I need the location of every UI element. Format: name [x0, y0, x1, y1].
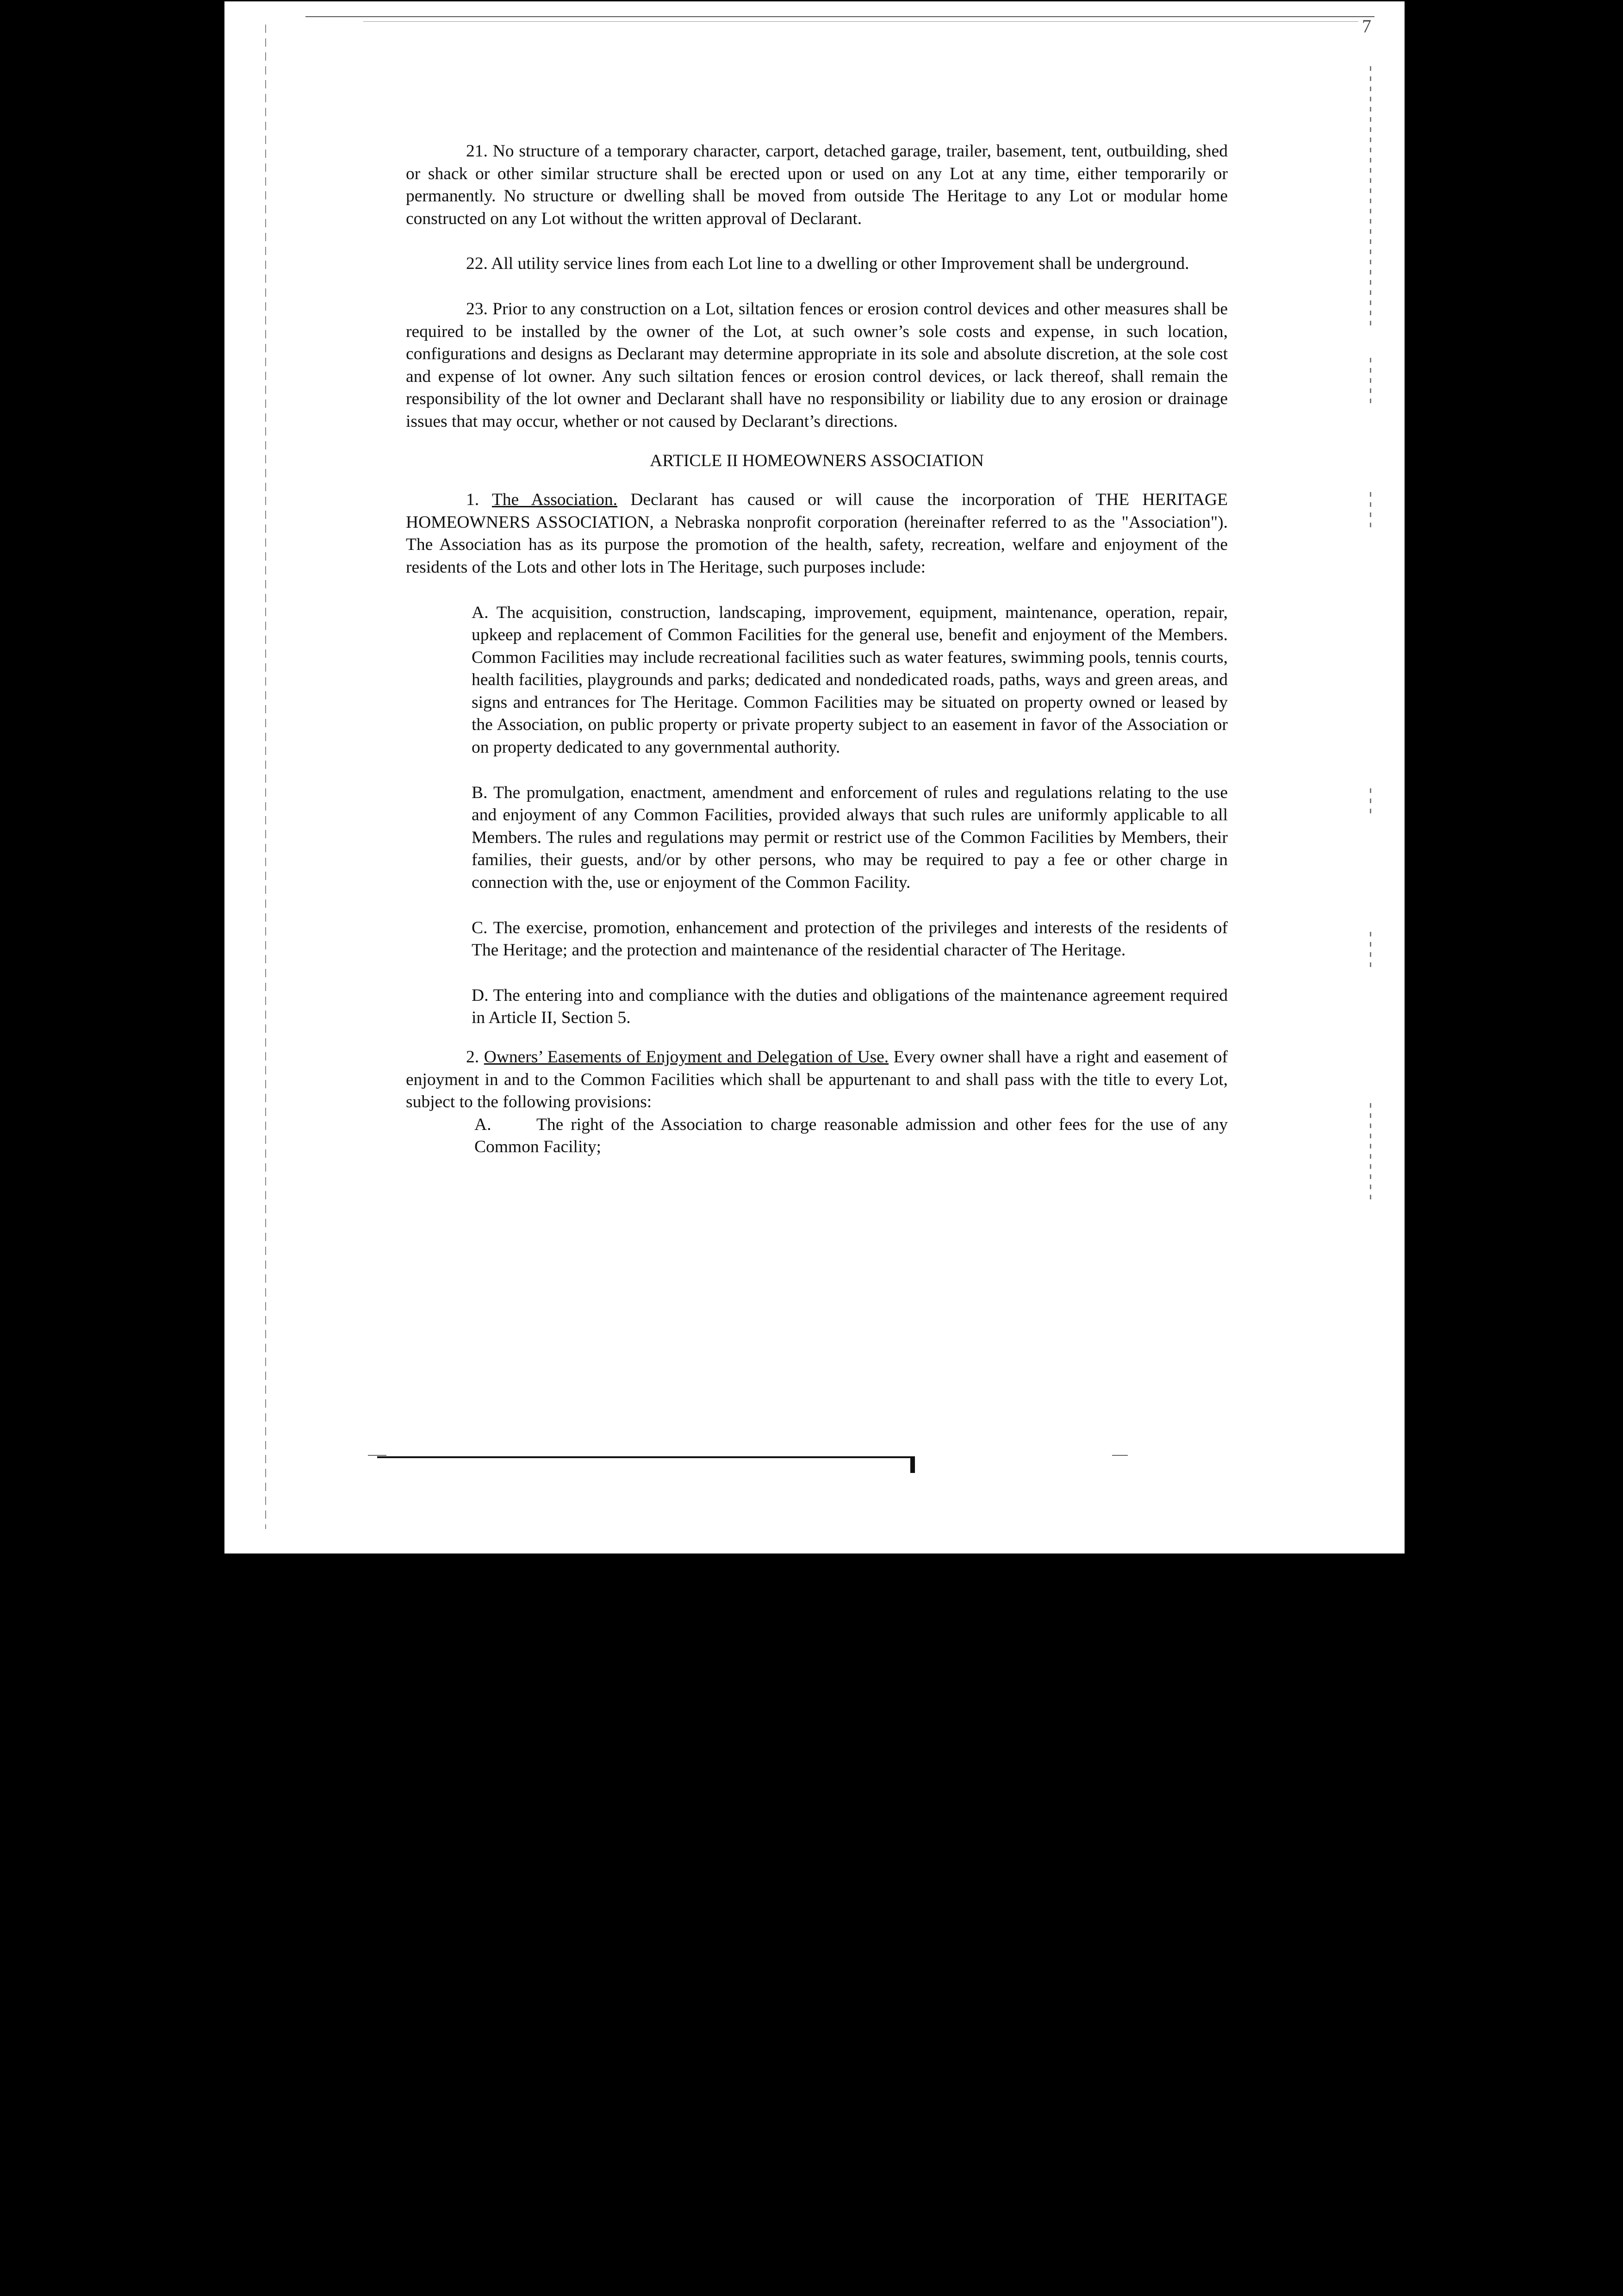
section-2-text: Every owner shall have a right and easement of enjoyment in and to the Common Facilities which shall be appurtenant to and shall pass with the title to every Lot, subject to the following provisions:	[406, 1048, 1228, 1112]
bottom-dash	[368, 1455, 386, 1456]
right-margin-marks	[1370, 932, 1371, 969]
section-2-item-a	[474, 1114, 1228, 1159]
right-margin-marks	[1370, 788, 1371, 816]
right-margin-marks	[1370, 492, 1371, 529]
document-page	[224, 1, 1405, 1554]
section-1-item-b: B. The promulgation, enactment, amendment and enforcement of rules and regulations relating to the use and enjoyment of any Common Facilities, provided always that such rules are uniformly applicable to all Members. The rules and regulations may permit or restrict use of the Common Facilities by Members, their families, their guests, and/or by other persons, who may be required to pay a fee or other charge in connection with the, use or enjoyment of the Common Facility.	[472, 783, 1228, 892]
paragraph-23: 23. Prior to any construction on a Lot, siltation fences or erosion control devices and other measures shall be required to be installed by the owner of the Lot, at such owner’s sole costs and expense, in such location, configurations and designs as Declarant may determine appropriate in its sole and absolute discretion, at the sole cost and expense of lot owner. Any such siltation fences or erosion control devices, or lack thereof, shall remain the responsibility of the lot owner and Declarant shall have no responsibility or liability due to any erosion or drainage issues that may occur, whether or not caused by Declarant’s directions.	[406, 299, 1228, 431]
article-heading: ARTICLE II HOMEOWNERS ASSOCIATION	[650, 451, 984, 470]
section-1-number: 1.	[466, 490, 479, 510]
section-1-item-d: D. The entering into and compliance with the duties and obligations of the maintenance agreement required in Article II, Section 5.	[472, 986, 1228, 1028]
section-1-paragraph	[406, 489, 1228, 579]
left-margin-rule	[265, 25, 266, 1529]
right-margin-marks	[1370, 358, 1371, 409]
bottom-rule	[377, 1456, 912, 1458]
section-1-title: The Association.	[491, 490, 617, 510]
paragraph-21: 21. No structure of a temporary character, carport, detached garage, trailer, basement, tent, outbuilding, shed or shack or other similar structure shall be erected upon or used on any Lot at any time, either temporarily or permanently. No structure or dwelling shall be moved from outside The Heritage to any Lot or modular home constructed on any Lot without the written approval of Declarant.	[406, 142, 1228, 228]
section-2-title: Owners’ Easements of Enjoyment and Delegation of Use.	[484, 1048, 889, 1067]
page-number: 7	[1362, 16, 1371, 37]
paragraph-22: 22. All utility service lines from each Lot line to a dwelling or other Improvement shall be underground.	[466, 254, 1189, 274]
section-1-text: Declarant has caused or will cause the incorporation of THE HERITAGE HOMEOWNERS ASSOCIATION, a Nebraska nonprofit corporation (hereinafter referred to as the "Association"). The Association has as its purpose the promotion of the health, safety, recreation, welfare and enjoyment of the residents of the Lots and other lots in The Heritage, such purposes include:	[406, 490, 1228, 577]
top-rule	[305, 16, 1374, 17]
section-2-item-a-label: A.	[474, 1115, 491, 1134]
bottom-rule-tick	[910, 1456, 915, 1473]
top-rule-secondary	[363, 21, 1358, 22]
right-margin-marks	[1370, 66, 1371, 325]
section-2-item-a-text: The right of the Association to charge reasonable admission and other fees for the use of any Common Facility;	[474, 1115, 1228, 1157]
section-1-item-c: C. The exercise, promotion, enhancement and protection of the privileges and interests of the residents of The Heritage; and the protection and maintenance of the residential character of The Heritage.	[472, 918, 1228, 960]
document-body	[406, 140, 1228, 1159]
right-margin-marks	[1370, 1103, 1371, 1205]
section-2-number: 2.	[466, 1048, 479, 1067]
section-1-item-a: A. The acquisition, construction, landscaping, improvement, equipment, maintenance, operation, repair, upkeep and replacement of Common Facilities for the general use, benefit and enjoyment of the Members. Common Facilities may include recreational facilities such as water features, swimming pools, tennis courts, health facilities, playgrounds and parks; dedicated and nondedicated roads, paths, ways and green areas, and signs and entrances for The Heritage. Common Facilities may be situated on property owned or leased by the Association, on public property or private property subject to an easement in favor of the Association or on property dedicated to any governmental authority.	[472, 603, 1228, 757]
bottom-dash	[1112, 1455, 1128, 1456]
section-2-paragraph	[406, 1046, 1228, 1114]
